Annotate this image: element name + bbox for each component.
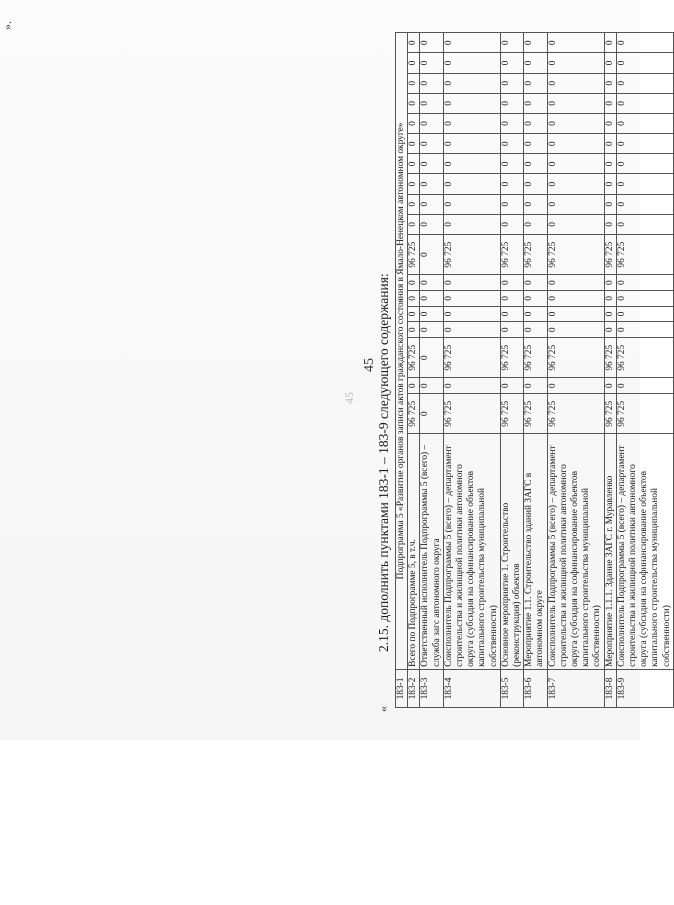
table-cell-value: 0 (547, 113, 604, 133)
table-cell-value: 0 (524, 194, 547, 214)
table-cell-value: 0 (443, 214, 500, 234)
row-code: 183-4 (443, 669, 500, 707)
table-cell-value: 96 725 (500, 338, 523, 378)
table-cell-value: 96 725 (524, 235, 547, 275)
table-cell-value: 0 (616, 291, 673, 307)
table-cell-value: 0 (547, 174, 604, 194)
table-cell-value: 0 (604, 113, 616, 133)
table-cell-value: 0 (547, 73, 604, 93)
table-cell-value: 0 (616, 194, 673, 214)
table-cell-value: 0 (443, 378, 500, 394)
table-row (547, 33, 604, 708)
table-row (420, 33, 443, 708)
row-name: Соисполнитель Подпрограммы 5 (всего) – департамент строительства и жилищной политики автономного округа (субсидия на софинансирование объектов капитального строительства муниципальной собственности) (547, 434, 604, 669)
page-number-faint: 45 (342, 392, 356, 404)
table-cell-value: 0 (443, 53, 500, 73)
row-code: 183-9 (616, 669, 673, 707)
table-cell-value: 0 (408, 113, 420, 133)
page-number: 45 (362, 358, 377, 372)
table-cell-value: 96 725 (616, 235, 673, 275)
table-cell-value: 0 (443, 73, 500, 93)
table-cell-value: 0 (604, 73, 616, 93)
table-cell-value: 0 (524, 73, 547, 93)
table-cell-value: 96 725 (408, 394, 420, 434)
table-cell-value: 0 (500, 174, 523, 194)
table-cell-value: 0 (500, 275, 523, 291)
row-name: Мероприятие 1.1.1. Здание ЗАГС г. Муравленко (604, 434, 616, 669)
table-cell-value: 96 725 (547, 338, 604, 378)
table-cell-value: 0 (547, 306, 604, 322)
table-cell-value: 0 (408, 154, 420, 174)
table-cell-value: 0 (500, 154, 523, 174)
row-name: Основное мероприятие 1. Строительство (реконструкция) объектов (500, 434, 523, 669)
table-cell-value: 0 (604, 378, 616, 394)
table-cell-value: 0 (443, 113, 500, 133)
row-code: 183-3 (420, 669, 443, 707)
table-cell-value: 0 (500, 322, 523, 338)
table-cell-value: 96 725 (443, 394, 500, 434)
table-cell-value: 96 725 (547, 235, 604, 275)
table-cell-value: 0 (408, 378, 420, 394)
row-name: Мероприятие 1.1. Строительство зданий ЗАГС в автономном округе (524, 434, 547, 669)
table-cell-value: 0 (604, 174, 616, 194)
table-cell-value: 0 (420, 194, 443, 214)
table-cell-value: 96 725 (443, 235, 500, 275)
table-cell-value: 0 (443, 291, 500, 307)
row-name: Соисполнитель Подпрограммы 5 (всего) – департамент строительства и жилищной политики автономного округа (субсидия на софинансирование объектов капитального строительства муниципальной собственности) (616, 434, 673, 669)
table-cell-value: 0 (524, 322, 547, 338)
subprogram-title: Подпрограмма 5 «Развитие органов записи актов гражданского состояния в Ямало-Ненецком автономном округе» (396, 33, 408, 670)
table-cell-value: 0 (443, 154, 500, 174)
table-cell-value: 0 (547, 154, 604, 174)
table-row-header (396, 33, 408, 708)
table-cell-value: 0 (524, 291, 547, 307)
table-cell-value: 0 (420, 113, 443, 133)
table-cell-value: 0 (408, 53, 420, 73)
table-cell-value: 0 (616, 174, 673, 194)
table-cell-value: 0 (547, 53, 604, 73)
table-cell-value: 0 (547, 93, 604, 113)
table-cell-value: 0 (616, 53, 673, 73)
table-row (500, 33, 523, 708)
table-cell-value: 0 (443, 275, 500, 291)
table-cell-value: 0 (524, 53, 547, 73)
row-name: Всего по Подпрограмме 5, в т.ч. (408, 434, 420, 669)
table-cell-value: 0 (604, 93, 616, 113)
table-cell-value: 0 (420, 291, 443, 307)
budget-table (395, 32, 674, 708)
table-cell-value: 0 (616, 93, 673, 113)
table-cell-value: 0 (420, 322, 443, 338)
table-cell-value: 0 (500, 291, 523, 307)
table-cell-value: 0 (443, 194, 500, 214)
closing-quote: ». (0, 21, 14, 30)
table-cell-value: 0 (604, 53, 616, 73)
table-cell-value: 0 (604, 322, 616, 338)
row-code: 183-8 (604, 669, 616, 707)
table-cell-value: 96 725 (443, 338, 500, 378)
table-cell-value: 96 725 (500, 235, 523, 275)
table-cell-value: 0 (604, 33, 616, 53)
table-cell-value: 0 (500, 73, 523, 93)
table-cell-value: 0 (524, 134, 547, 154)
table-cell-value: 0 (547, 291, 604, 307)
table-cell-value: 0 (500, 113, 523, 133)
table-cell-value: 0 (524, 174, 547, 194)
row-code: 183-5 (500, 669, 523, 707)
table-cell-value: 0 (420, 53, 443, 73)
table-cell-value: 0 (604, 275, 616, 291)
table-row (604, 33, 616, 708)
table-row (443, 33, 500, 708)
page-margin (0, 740, 640, 905)
opening-quote: « (376, 706, 390, 712)
table-cell-value: 96 725 (604, 235, 616, 275)
table-cell-value: 96 725 (604, 338, 616, 378)
budget-table-body (396, 33, 674, 708)
table-cell-value: 0 (408, 134, 420, 154)
table-cell-value: 0 (604, 134, 616, 154)
table-cell-value: 0 (408, 194, 420, 214)
table-cell-value: 0 (616, 134, 673, 154)
row-code: 183-2 (408, 669, 420, 707)
table-cell-value: 0 (524, 93, 547, 113)
table-cell-value: 0 (524, 33, 547, 53)
table-cell-value: 0 (500, 378, 523, 394)
table-cell-value: 0 (500, 306, 523, 322)
table-cell-value: 0 (524, 214, 547, 234)
table-cell-value: 0 (408, 174, 420, 194)
amendment-heading: 2.15. дополнить пунктами 183-1 – 183-9 следующего содержания: (376, 273, 391, 652)
table-cell-value: 96 725 (616, 394, 673, 434)
table-cell-value: 0 (500, 214, 523, 234)
table-cell-value: 0 (604, 306, 616, 322)
row-name: Ответственный исполнитель Подпрограммы 5 (всего) – служба загс автономного округа (420, 434, 443, 669)
table-cell-value: 0 (420, 214, 443, 234)
table-cell-value: 0 (547, 194, 604, 214)
table-cell-value: 0 (547, 322, 604, 338)
table-cell-value: 0 (443, 134, 500, 154)
table-cell-value: 0 (443, 322, 500, 338)
table-cell-value: 0 (500, 53, 523, 73)
table-cell-value: 0 (420, 378, 443, 394)
table-cell-value: 0 (547, 275, 604, 291)
table-cell-value: 0 (420, 235, 443, 275)
table-cell-value: 96 725 (604, 394, 616, 434)
table-cell-value: 0 (500, 33, 523, 53)
table-cell-value: 0 (616, 214, 673, 234)
table-cell-value: 0 (616, 73, 673, 93)
table-row (408, 33, 420, 708)
table-cell-value: 0 (524, 275, 547, 291)
table-cell-value: 96 725 (616, 338, 673, 378)
table-cell-value: 0 (408, 291, 420, 307)
table-cell-value: 0 (420, 306, 443, 322)
table-cell-value: 0 (616, 154, 673, 174)
table-cell-value: 0 (616, 322, 673, 338)
table-cell-value: 0 (443, 33, 500, 53)
table-cell-value: 0 (408, 275, 420, 291)
row-name: Соисполнитель Подпрограммы 5 (всего) – департамент строительства и жилищной политики автономного округа (субсидия на софинансирование объектов капитального строительства муниципальной собственности) (443, 434, 500, 669)
table-cell-value: 0 (408, 93, 420, 113)
table-cell-value: 0 (547, 214, 604, 234)
table-cell-value: 0 (408, 33, 420, 53)
table-row (616, 33, 673, 708)
table-cell-value: 0 (500, 93, 523, 113)
table-cell-value: 0 (524, 113, 547, 133)
table-cell-value: 0 (420, 134, 443, 154)
table-cell-value: 0 (616, 33, 673, 53)
table-cell-value: 0 (604, 214, 616, 234)
table-cell-value: 0 (408, 73, 420, 93)
table-cell-value: 0 (420, 174, 443, 194)
table-cell-value: 0 (500, 134, 523, 154)
table-cell-value: 0 (443, 93, 500, 113)
row-code: 183-7 (547, 669, 604, 707)
table-cell-value: 0 (420, 394, 443, 434)
table-cell-value: 0 (408, 214, 420, 234)
table-cell-value: 0 (604, 291, 616, 307)
table-cell-value: 0 (408, 306, 420, 322)
table-cell-value: 0 (443, 174, 500, 194)
table-cell-value: 0 (524, 378, 547, 394)
table-cell-value: 0 (420, 154, 443, 174)
table-cell-value: 0 (420, 93, 443, 113)
table-cell-value: 96 725 (500, 394, 523, 434)
table-cell-value: 0 (547, 33, 604, 53)
table-row (524, 33, 547, 708)
table-cell-value: 0 (547, 378, 604, 394)
table-cell-value: 0 (443, 306, 500, 322)
table-cell-value: 96 725 (524, 394, 547, 434)
table-cell-value: 0 (616, 113, 673, 133)
table-cell-value: 0 (616, 306, 673, 322)
table-cell-value: 0 (420, 338, 443, 378)
table-cell-value: 0 (616, 378, 673, 394)
rotated-document-content (0, 21, 672, 722)
table-cell-value: 0 (500, 194, 523, 214)
table-cell-value: 0 (524, 306, 547, 322)
table-cell-value: 96 725 (408, 235, 420, 275)
row-code: 183-6 (524, 669, 547, 707)
table-cell-value: 96 725 (408, 338, 420, 378)
table-cell-value: 0 (420, 33, 443, 53)
row-code: 183-1 (396, 669, 408, 707)
table-cell-value: 0 (420, 73, 443, 93)
table-cell-value: 96 725 (547, 394, 604, 434)
table-cell-value: 0 (604, 194, 616, 214)
table-cell-value: 96 725 (524, 338, 547, 378)
table-cell-value: 0 (420, 275, 443, 291)
table-cell-value: 0 (547, 134, 604, 154)
table-cell-value: 0 (604, 154, 616, 174)
table-cell-value: 0 (524, 154, 547, 174)
table-cell-value: 0 (616, 275, 673, 291)
table-cell-value: 0 (408, 322, 420, 338)
